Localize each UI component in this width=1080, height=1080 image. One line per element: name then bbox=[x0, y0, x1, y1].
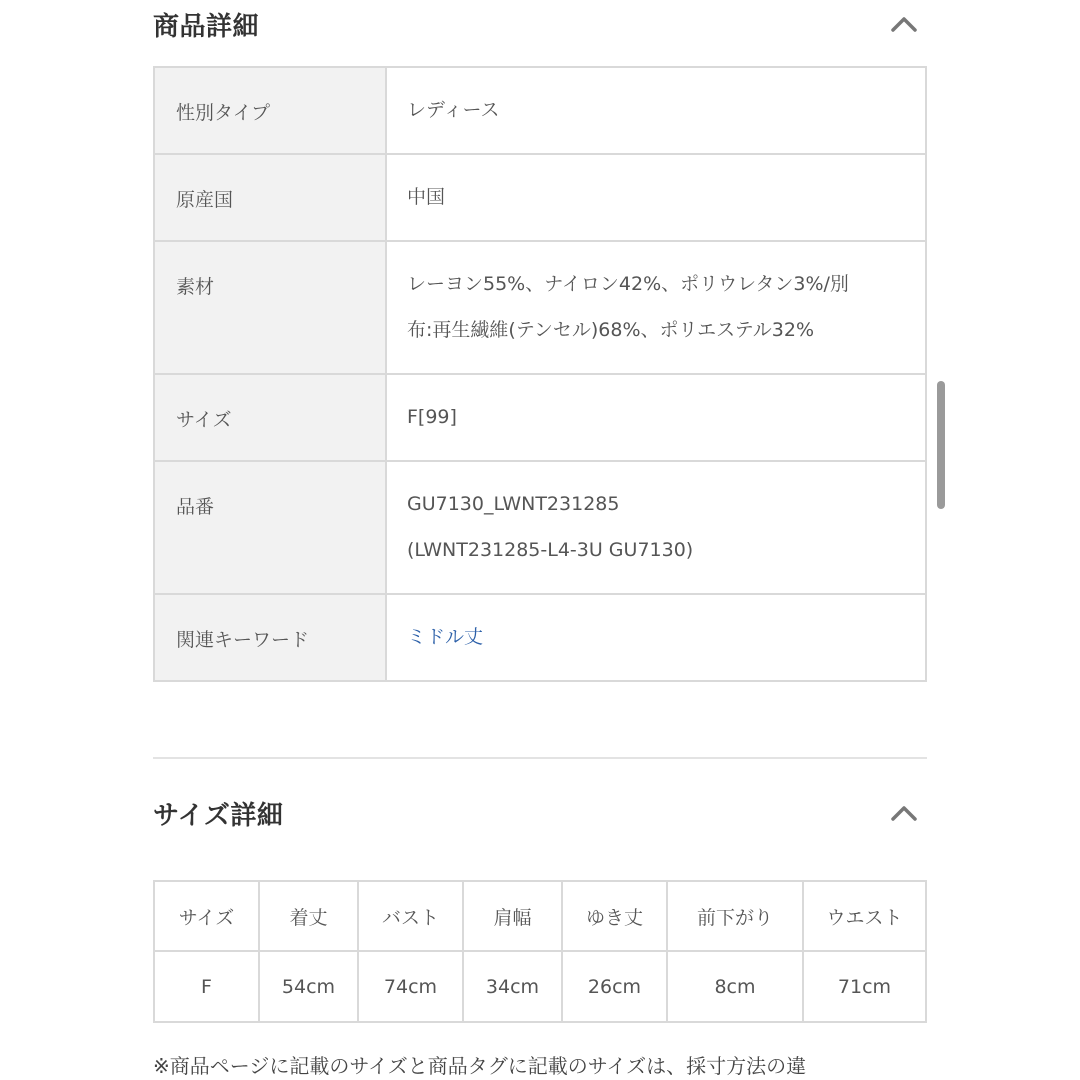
value-line: レーヨン55%、ナイロン42%、ポリウレタン3%/別 bbox=[407, 273, 849, 295]
row-key: サイズ bbox=[154, 374, 386, 461]
column-header: サイズ bbox=[154, 881, 259, 951]
product-details-table bbox=[153, 66, 927, 682]
table-cell: 74cm bbox=[358, 951, 463, 1022]
row-key: 素材 bbox=[154, 241, 386, 374]
row-value bbox=[386, 241, 926, 374]
table-row bbox=[154, 67, 926, 154]
product-details-title: 商品詳細 bbox=[153, 11, 260, 42]
column-header: 肩幅 bbox=[463, 881, 562, 951]
table-cell: F bbox=[154, 951, 259, 1022]
table-row bbox=[154, 241, 926, 374]
value-line: レディース bbox=[407, 99, 500, 121]
table-cell: 26cm bbox=[562, 951, 667, 1022]
keyword-link[interactable]: ミドル丈 bbox=[407, 626, 484, 648]
value-line: GU7130_LWNT231285 bbox=[407, 493, 620, 515]
column-header: 前下がり bbox=[667, 881, 803, 951]
row-value bbox=[386, 67, 926, 154]
row-key: 品番 bbox=[154, 461, 386, 594]
table-row bbox=[154, 154, 926, 241]
table-cell: 34cm bbox=[463, 951, 562, 1022]
table-header-row bbox=[154, 881, 926, 951]
table-cell: 71cm bbox=[803, 951, 926, 1022]
size-table bbox=[153, 880, 927, 1023]
size-note: ※商品ページに記載のサイズと商品タグに記載のサイズは、採寸方法の違 bbox=[153, 1054, 807, 1078]
column-header: 着丈 bbox=[259, 881, 358, 951]
scrollbar[interactable] bbox=[937, 381, 945, 509]
column-header: バスト bbox=[358, 881, 463, 951]
row-key: 関連キーワード bbox=[154, 594, 386, 681]
table-cell: 54cm bbox=[259, 951, 358, 1022]
table-row bbox=[154, 374, 926, 461]
column-header: ゆき丈 bbox=[562, 881, 667, 951]
chevron-up-icon[interactable] bbox=[890, 10, 918, 38]
chevron-up-icon[interactable] bbox=[890, 799, 918, 827]
column-header: ウエスト bbox=[803, 881, 926, 951]
row-value bbox=[386, 374, 926, 461]
value-line: (LWNT231285-L4-3U GU7130) bbox=[407, 539, 694, 561]
value-line: F[99] bbox=[407, 406, 457, 428]
product-details-header[interactable] bbox=[153, 2, 926, 46]
table-row bbox=[154, 951, 926, 1022]
section-divider bbox=[153, 757, 927, 759]
table-row bbox=[154, 461, 926, 594]
value-line: 布:再生繊維(テンセル)68%、ポリエステル32% bbox=[407, 319, 815, 341]
value-line: 中国 bbox=[407, 186, 446, 208]
row-key: 性別タイプ bbox=[154, 67, 386, 154]
size-details-header[interactable] bbox=[153, 790, 926, 836]
row-key: 原産国 bbox=[154, 154, 386, 241]
table-row bbox=[154, 594, 926, 681]
row-value bbox=[386, 594, 926, 681]
row-value bbox=[386, 461, 926, 594]
row-value bbox=[386, 154, 926, 241]
size-details-title: サイズ詳細 bbox=[153, 800, 284, 831]
table-cell: 8cm bbox=[667, 951, 803, 1022]
